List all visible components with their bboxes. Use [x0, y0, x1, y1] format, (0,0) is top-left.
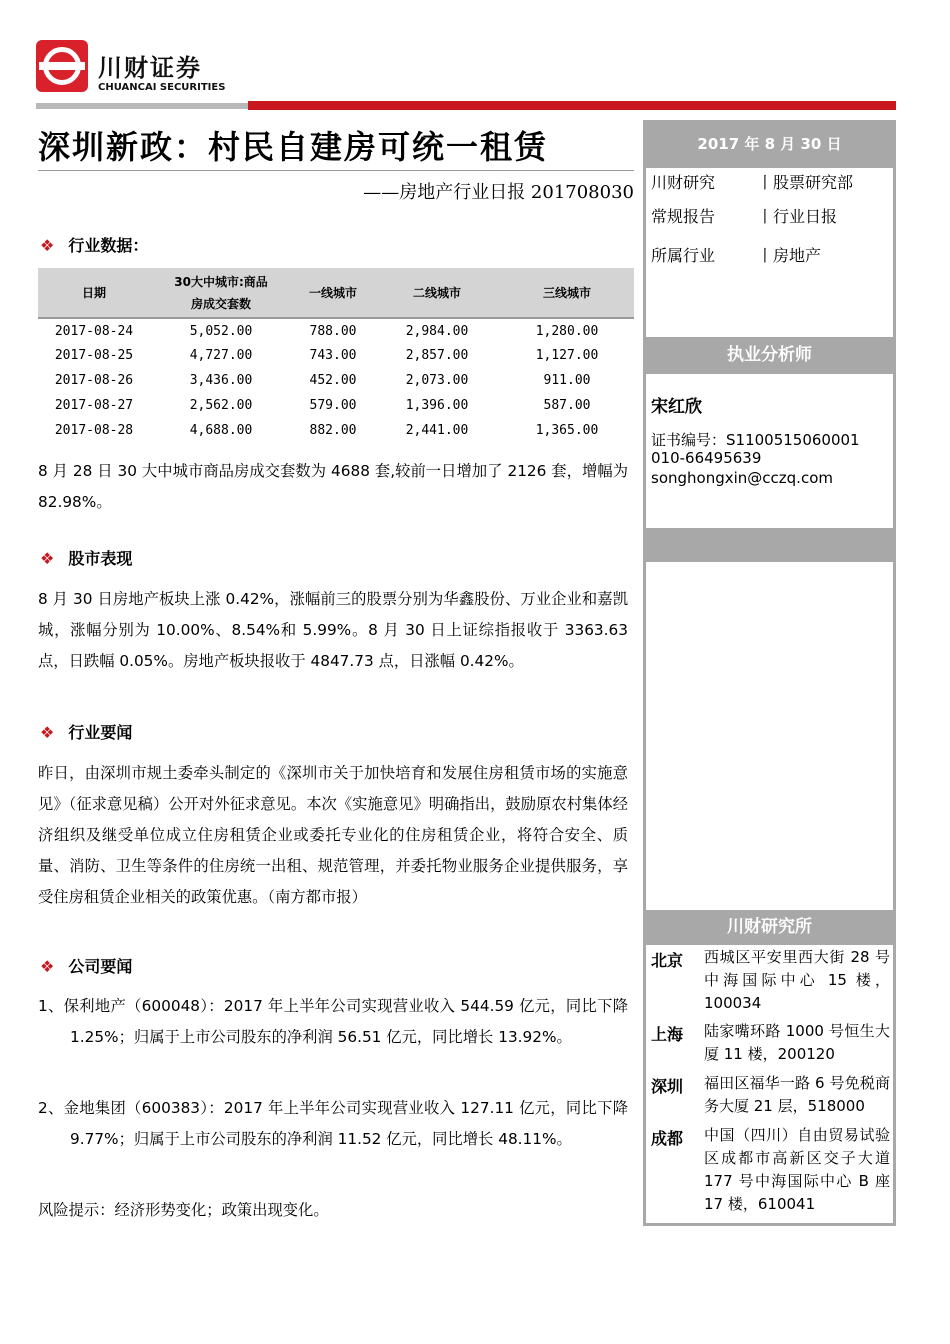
cell-date: 2017-08-26 — [54, 373, 134, 388]
cell-tier2: 2,073.00 — [405, 373, 469, 388]
cell-tier3: 587.00 — [543, 398, 591, 413]
title-divider — [38, 170, 634, 171]
office-city-shenzhen: 深圳 — [651, 1077, 684, 1096]
sidebar — [643, 120, 896, 1226]
cell-date: 2017-08-28 — [54, 423, 134, 438]
industry-data-text: 8 月 28 日 30 大中城市商品房成交套数为 4688 套,较前一日增加了 2126 套，增幅为 82.98%。 — [38, 462, 628, 511]
meta-research: 川财研究 丨股票研究部 — [651, 173, 854, 192]
cell-tier3: 1,280.00 — [535, 323, 599, 339]
cell-30-city: 5,052.00 — [189, 323, 253, 339]
meta-report-type: 常规报告 丨行业日报 — [651, 207, 838, 226]
analyst-phone: 010-66495639 — [651, 449, 762, 467]
header-tier1: 一线城市 — [292, 268, 374, 318]
table-row — [38, 343, 634, 368]
cell-date: 2017-08-27 — [54, 398, 134, 413]
office-addr-shanghai: 陆家嘴环路 1000 号恒生大厦 11 楼，200120 — [704, 1022, 890, 1063]
table-row — [38, 418, 634, 443]
analyst-cert: 证书编号：S1100515060001 — [651, 431, 860, 449]
diamond-bullet-icon: ❖ — [40, 549, 55, 568]
cell-tier2: 1,396.00 — [405, 398, 469, 413]
table-row — [38, 368, 634, 393]
sidebar-blank-band — [646, 528, 893, 562]
table-row — [38, 393, 634, 418]
cell-date: 2017-08-25 — [54, 348, 134, 363]
cell-tier2: 2,984.00 — [405, 323, 469, 339]
analyst-band: 执业分析师 — [646, 337, 893, 374]
office-city-shanghai: 上海 — [651, 1025, 684, 1044]
office-addr-beijing: 西城区平安里西大街 28 号中海国际中心 15 楼，100034 — [704, 948, 890, 1012]
cell-tier2: 2,857.00 — [405, 348, 469, 363]
market-text: 8 月 30 日房地产板块上涨 0.42%，涨幅前三的股票分别为华鑫股份、万业企业和嘉凯城，涨幅分别为 10.00%、8.54%和 5.99%。8 月 30 日上证综指报收于 3363.63 点，日跌幅 0.05%。房地产板块报收于 4847.73 点，日涨幅 0.42%。 — [38, 590, 628, 670]
cell-tier1: 743.00 — [309, 348, 357, 363]
brand-logo-icon — [36, 40, 88, 92]
company-news-item: 2、金地集团（600383）：2017 年上半年公司实现营业收入 127.11 亿元，同比下降 9.77%；归属于上市公司股东的净利润 11.52 亿元，同比增长 48.11%。 — [38, 1099, 628, 1148]
cell-30-city: 3,436.00 — [189, 373, 253, 388]
cell-tier3: 1,365.00 — [535, 423, 599, 438]
cell-tier1: 452.00 — [309, 373, 357, 388]
office-city-beijing: 北京 — [651, 951, 684, 970]
section-industry-news: ❖ 行业要闻 — [40, 723, 133, 742]
institute-band: 川财研究所 — [646, 910, 893, 945]
cell-30-city: 4,727.00 — [189, 348, 253, 363]
header-tier2: 二线城市 — [374, 268, 500, 318]
industry-data-table — [38, 268, 634, 443]
cell-date: 2017-08-24 — [54, 323, 134, 339]
section-market: ❖ 股市表现 — [40, 549, 133, 568]
cell-tier2: 2,441.00 — [405, 423, 469, 438]
office-city-chengdu: 成都 — [651, 1129, 684, 1148]
cell-30-city: 4,688.00 — [189, 423, 253, 438]
analyst-email[interactable]: songhongxin@cczq.com — [651, 469, 833, 487]
section-company-news: ❖ 公司要闻 — [40, 957, 133, 976]
industry-news-text: 昨日，由深圳市规土委牵头制定的《深圳市关于加快培育和发展住房租赁市场的实施意见》（征求意见稿）公开对外征求意见。本次《实施意见》明确指出，鼓励原农村集体经济组织及继受单位成立住房租赁企业或委托专业化的住房租赁企业，将符合安全、质量、消防、卫生等条件的住房统一出租、规范管理，并委托物业服务企业提供服务，享受住房租赁企业相关的政策优惠。（南方都市报） — [38, 764, 628, 906]
report-title: 深圳新政：村民自建房可统一租赁 — [38, 128, 549, 166]
header-divider-grey — [36, 103, 248, 109]
report-subtitle: ——房地产行业日报 201708030 — [363, 182, 634, 203]
cell-tier1: 882.00 — [309, 423, 357, 438]
table-row — [38, 318, 634, 343]
diamond-bullet-icon: ❖ — [40, 236, 55, 255]
table-header-row — [38, 268, 634, 318]
header-tier3: 三线城市 — [500, 268, 634, 318]
brand-name-en: CHUANCAI SECURITIES — [98, 82, 226, 93]
cell-tier3: 911.00 — [543, 373, 591, 388]
section-industry-data: ❖ 行业数据： — [40, 236, 149, 255]
brand-name-cn: 川财证券 — [98, 54, 202, 82]
meta-industry: 所属行业 丨房地产 — [651, 246, 822, 265]
header-divider-red — [248, 101, 896, 110]
cell-30-city: 2,562.00 — [189, 398, 253, 413]
office-addr-chengdu: 中国（四川）自由贸易试验区成都市高新区交子大道 177 号中海国际中心 B 座 17 楼，610041 — [704, 1126, 890, 1213]
cell-tier1: 579.00 — [309, 398, 357, 413]
brand-logo — [36, 40, 226, 100]
header-date: 日期 — [38, 268, 150, 318]
office-addr-shenzhen: 福田区福华一路 6 号免税商务大厦 21 层，518000 — [704, 1074, 890, 1115]
header-30-city: 30大中城市:商品 房成交套数 — [150, 268, 292, 318]
diamond-bullet-icon: ❖ — [40, 723, 55, 742]
risk-note: 风险提示：经济形势变化；政策出现变化。 — [38, 1201, 329, 1219]
company-news-item: 1、保利地产（600048）：2017 年上半年公司实现营业收入 544.59 亿元，同比下降 1.25%；归属于上市公司股东的净利润 56.51 亿元，同比增长 13.92%。 — [38, 997, 628, 1046]
report-date: 2017 年 8 月 30 日 — [646, 120, 893, 168]
cell-tier3: 1,127.00 — [535, 348, 599, 363]
diamond-bullet-icon: ❖ — [40, 957, 55, 976]
analyst-name: 宋红欣 — [651, 397, 702, 417]
cell-tier1: 788.00 — [309, 323, 357, 339]
